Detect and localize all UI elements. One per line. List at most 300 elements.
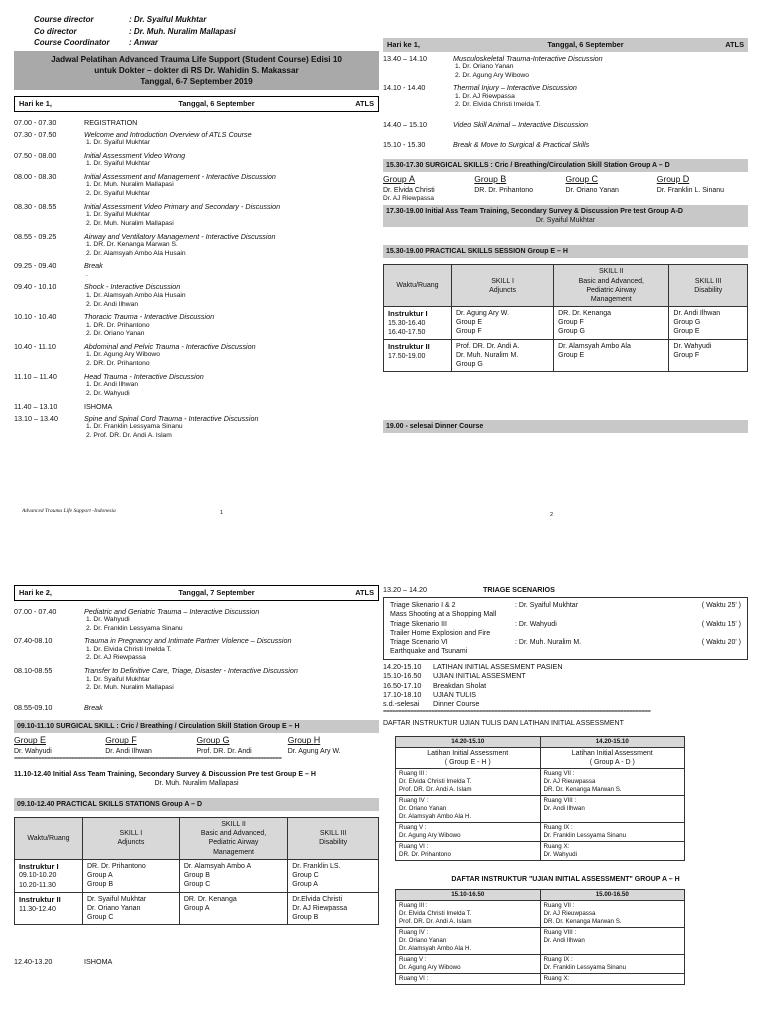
day-header: [14, 96, 379, 112]
table-cell: [396, 900, 541, 927]
group-letter: F: [131, 735, 137, 746]
table-cell: [669, 339, 748, 371]
cell-line: 09.10-10.20: [19, 872, 57, 880]
header-line: Course director : Dr. Syaiful Mukhtar: [34, 15, 207, 24]
skills-table: [14, 817, 379, 925]
entry-instructor: 1. Dr. Alamsyah Ambo Ala Husain: [86, 291, 186, 299]
entry-title: Dinner Course: [433, 699, 480, 709]
team-training-instructor: Dr. Muh. Nuralim Mallapasi: [154, 780, 239, 788]
day-course: ATLS: [355, 588, 374, 597]
triage-instructor: : Dr. Muh. Nuralim M.: [515, 638, 582, 646]
table-header-row: [396, 889, 685, 900]
schedule-entry: [14, 172, 379, 199]
cell-line: Group F: [456, 328, 482, 336]
entry-title: Initial Assessment and Management - Interactive Discussion: [84, 172, 276, 182]
banner-line: Tanggal, 6-7 September 2019: [140, 76, 253, 86]
table-cell: [384, 306, 452, 339]
triage-scenario: Triage Skenario I & 2: [390, 602, 456, 610]
cell-line: Ruang VI :: [399, 843, 429, 851]
cell-line: Dr. AJ Rieuwpassa: [543, 909, 596, 917]
cell-line: Dr. Alamsyah Ambo Ala H.: [399, 944, 472, 952]
cell-line: DR. Dr. Kenanga Marwan S.: [543, 917, 622, 925]
table-row: [384, 306, 748, 339]
group-list: [383, 174, 748, 195]
cell-line: 11.30-12.40: [19, 905, 56, 913]
cell-line: Dr. Alamsyah Ambo A: [183, 862, 252, 870]
group-instructor: Prof. DR. Dr. Andi: [196, 748, 252, 756]
schedule-entry: [14, 607, 379, 634]
group-instructor: Dr. Franklin L. Sinanu: [656, 186, 725, 194]
triage-row: [390, 620, 741, 629]
triage-box: [383, 597, 748, 660]
column-header: 15.00-16.50: [540, 889, 685, 900]
entry-detail: [84, 232, 379, 259]
entry-time: 11.40 – 13.10: [14, 401, 58, 411]
group-word: Group: [287, 735, 314, 746]
table-cell: [15, 859, 83, 892]
cell-line: Dr. Wahyudi: [543, 851, 577, 859]
cell-line: Group E: [673, 328, 700, 336]
entry-detail: [453, 120, 748, 129]
group-label: [105, 735, 196, 747]
cell-line: Ruang III :: [399, 769, 428, 777]
page-number: 1: [220, 510, 224, 516]
group-word: Group: [383, 173, 409, 184]
table-cell: [669, 306, 748, 339]
entry-instructor: 1. Dr. Syaiful Mukhtar: [86, 160, 150, 168]
triage-header: [383, 585, 748, 594]
cell-line: Dr. Agung Ary Wibowo: [399, 964, 461, 972]
page-1: [14, 14, 379, 444]
cell-line: Group F: [558, 318, 584, 326]
header-label: Course Coordinator: [34, 38, 110, 48]
group-labels: [383, 174, 748, 186]
cell-line: 16.40-17.50: [388, 328, 426, 336]
cell-line: 15.30-16.40: [388, 319, 426, 327]
table-cell: [396, 955, 541, 974]
table-header-row: [15, 818, 379, 859]
entry-title: TRIAGE SCENARIOS: [483, 585, 555, 594]
schedule-entry: [14, 151, 379, 169]
cell-line: Dr.Elvida Christi: [292, 895, 343, 903]
entry-instructor: 1. Dr. Andi Ilhwan: [86, 381, 139, 389]
day-date: Tanggal, 6 September: [178, 98, 255, 108]
group-label: [197, 735, 288, 747]
entry-instructor: 2. Dr. Muh. Nuralim Mallapasi: [86, 219, 174, 227]
column-header: SKILL I Adjuncts: [83, 818, 180, 859]
table-cell: [384, 339, 452, 371]
entry-title: REGISTRATION: [84, 117, 138, 127]
triage-duration: ( Waktu 20' ): [701, 638, 741, 646]
cell-line: Ruang VIII :: [543, 797, 577, 805]
table-cell: [540, 974, 685, 985]
group-word: Group: [656, 173, 683, 184]
entry-detail: [453, 83, 748, 110]
column-header: SKILL II Basic and Advanced, Pediatric Airway Management: [554, 265, 669, 306]
entry-time: 14.40 – 15.10: [383, 120, 427, 130]
table-cell: [288, 892, 379, 924]
entry-title: Break & Move to Surgical & Practical Skills: [453, 139, 590, 149]
day-course: ATLS: [355, 98, 374, 108]
table-row: [396, 955, 685, 974]
entry-title: Head Trauma - Interactive Discussion: [84, 371, 204, 381]
cell-line: Dr. AJ Rieuwpassa: [543, 777, 596, 785]
entry-time: 07.50 - 08.00: [14, 151, 57, 161]
cell-line: Group B: [183, 871, 210, 879]
table-cell: [396, 842, 541, 861]
table-row: [396, 900, 685, 927]
cell-line: 10.20-11.30: [19, 881, 56, 889]
instructor-table-2: [395, 889, 685, 986]
group-instructor: Dr. Oriano Yanan: [565, 186, 619, 194]
group-instructors: [14, 747, 379, 756]
cell-line: Ruang IX :: [543, 956, 573, 964]
entry-detail: [84, 402, 379, 411]
entry-title: Pediatric and Geriatric Trauma – Interactive Discussion: [84, 606, 260, 616]
cell-line: Group E: [558, 351, 585, 359]
triage-instructor: : Dr. Wahyudi: [515, 620, 557, 628]
cell-line: Instruktur II: [388, 341, 430, 351]
day-course: ATLS: [725, 40, 744, 49]
entry-time: 13.40 – 14.10: [383, 53, 427, 63]
entry-instructor: 1. Dr. Syaiful Mukhtar: [86, 139, 150, 147]
table-cell: [540, 842, 685, 861]
entry-instructor: 2. Dr. Agung Ary Wibowo: [455, 71, 529, 79]
table-cell: [396, 768, 541, 795]
schedule-entry: [14, 703, 379, 712]
table-cell: [554, 306, 669, 339]
table-cell: [396, 974, 541, 985]
entry-instructor: 1. Dr. Syaiful Mukhtar: [86, 211, 150, 219]
entry-title: Transfer to Definitive Care, Triage, Disaster - Interactive Discussion: [84, 666, 298, 676]
schedule-entry: [383, 140, 748, 149]
table-cell: [540, 927, 685, 954]
entry-time: 07.00 - 07.40: [14, 606, 57, 616]
cell-line: Ruang VIII :: [543, 928, 577, 936]
cell-line: Dr. Andi Ilhwan: [543, 936, 585, 944]
cell-line: Group G: [456, 361, 483, 369]
schedule-entry: [14, 118, 379, 127]
group-letter: C: [591, 173, 598, 184]
entry-detail: [84, 312, 379, 339]
entry-title: ISHOMA: [84, 956, 113, 966]
entry-time: 08.55-09.10: [14, 702, 53, 712]
cell-line: Group F: [673, 351, 700, 359]
schedule-entry: [14, 957, 379, 966]
entry-title: Break: [84, 702, 103, 712]
group-label: [657, 174, 748, 186]
table-cell: [540, 823, 685, 842]
entry-time: 09.40 - 10.10: [14, 282, 57, 292]
cell-line: Ruang IX :: [543, 824, 573, 832]
entry-instructor: 2. Prof. DR. Dr. Andi A. Islam: [86, 431, 172, 439]
entry-title: Thoracic Trauma - Interactive Discussion: [84, 312, 215, 322]
table-cell: [540, 955, 685, 974]
table-cell: [396, 927, 541, 954]
triage-row: [390, 601, 741, 610]
cell-line: Ruang IV :: [399, 928, 429, 936]
schedule-entry: [14, 261, 379, 279]
table-cell: [179, 892, 287, 924]
table-cell: [396, 823, 541, 842]
schedule-entry: [383, 54, 748, 81]
entry-instructor: 1. Dr. Agung Ary Wibowo: [86, 351, 160, 359]
schedule-entry: [14, 636, 379, 663]
entry-detail: [84, 666, 379, 693]
cell-line: Group A: [292, 880, 318, 888]
cell-line: Dr. Franklin LS.: [292, 862, 341, 870]
schedule-list: [14, 118, 379, 441]
group-word: Group: [565, 173, 592, 184]
column-header: 15.10-16.50: [396, 889, 541, 900]
triage-row: [390, 638, 741, 647]
schedule-entry: [14, 666, 379, 693]
page-2: [383, 38, 748, 435]
entry-detail: [84, 703, 379, 712]
instructor-list-title: DAFTAR INSTRUKTUR UJIAN TULIS DAN LATIHAN INITIAL ASSESSMENT: [383, 719, 624, 727]
cell-line: Dr. Franklin Lessyama Sinanu: [543, 964, 627, 972]
entry-instructor: 1. Dr. Elvida Christi Imelda T.: [86, 645, 172, 653]
group-letter: B: [500, 173, 507, 184]
page-4: [383, 585, 748, 985]
cell-line: Group G: [558, 328, 585, 336]
cell-line: Ruang X:: [543, 975, 570, 983]
schedule-entry: [383, 83, 748, 110]
entry-time: 16.50-17.10: [383, 680, 422, 690]
entry-detail: [84, 118, 379, 127]
entry-time: 14.10 - 14.40: [383, 83, 426, 93]
cell-line: DR. Dr. Kenanga: [183, 895, 237, 903]
dinner-bar: 19.00 - selesai Dinner Course: [383, 420, 748, 433]
table-row: [396, 796, 685, 823]
triage-instructor: : Dr. Syaiful Mukhtar: [515, 602, 579, 610]
table-cell: [15, 892, 83, 924]
table-cell: [288, 859, 379, 892]
table-cell: [396, 796, 541, 823]
cell-line: Group A: [183, 904, 210, 912]
cell-line: Dr. Syaiful Mukhtar: [87, 895, 147, 903]
cell-line: DR. Dr. Prihantono: [399, 851, 451, 859]
schedule-list: [383, 662, 748, 709]
cell-line: Group C: [292, 871, 319, 879]
cell-line: Dr. Elvida Christi Imelda T.: [399, 909, 472, 917]
cell-line: Instruktur II: [19, 894, 61, 904]
cell-line: Dr. Alamsyah Ambo Ala: [558, 342, 631, 350]
entry-title: Spine and Spinal Cord Trauma - Interactive Discussion: [84, 413, 259, 423]
group-list: [14, 735, 379, 756]
cell-line: Dr. AJ Riewpassa: [292, 904, 348, 912]
entry-title: ISHOMA: [84, 401, 113, 411]
entry-title: Initial Assessment Video Wrong: [84, 151, 186, 161]
entry-instructor: 1. Dr. AJ Riewpassa: [455, 92, 515, 100]
entry-time: 14.20-15.10: [383, 661, 422, 671]
entry-time: 13.20 – 14.20: [383, 585, 427, 594]
entry-instructor: 1. DR. Dr. Kenanga Marwan S.: [86, 240, 178, 248]
triage-duration: ( Waktu 15' ): [701, 620, 741, 628]
exam-list-title: DAFTAR INSTRUKTUR "UJIAN INITIAL ASSESSMENT" GROUP A – H: [451, 876, 680, 884]
group-label: [566, 174, 657, 186]
group-instructor: Dr. Wahyudi: [14, 748, 52, 756]
entry-instructor: 2. Dr. Franklin Lessyama Sinanu: [86, 624, 183, 632]
table-subheader-row: [396, 747, 685, 768]
table-cell: [83, 859, 180, 892]
team-training-title: 11.10-12.40 Initial Ass Team Training, Secondary Survey & Discussion Pre test Group E – H: [14, 770, 316, 778]
column-header: SKILL I Adjuncts: [452, 265, 554, 306]
table-cell: [179, 859, 287, 892]
cell-line: Group B: [292, 913, 319, 921]
column-header: Waktu/Ruang: [384, 265, 452, 306]
entry-instructor: 2. Dr. Oriano Yanan: [86, 330, 145, 338]
schedule-entry: [14, 372, 379, 399]
cell-line: DR. Dr. Kenanga Marwan S.: [543, 785, 622, 793]
entry-detail: [453, 140, 748, 149]
table-cell: [452, 306, 554, 339]
group-label: [474, 174, 565, 186]
header-label: Co director: [34, 26, 77, 36]
table-cell: [554, 339, 669, 371]
cell-line: Dr. Elvida Christi Imelda T.: [399, 777, 472, 785]
group-instructor: Dr. Agung Ary W.: [287, 748, 341, 756]
entry-title: Abdominal and Pelvic Trauma - Interactive Discussion: [84, 341, 256, 351]
cell-line: Ruang III :: [399, 901, 428, 909]
column-header: SKILL III Disability: [669, 265, 748, 306]
entry-detail: [84, 202, 379, 229]
cell-line: Dr. Muh. Nuralim M.: [456, 351, 519, 359]
course-header: [14, 14, 379, 49]
schedule-entry: [14, 282, 379, 309]
entry-title: UJIAN INITIAL ASSESMENT: [433, 671, 526, 681]
schedule-list: [383, 54, 748, 149]
schedule-entry: [383, 690, 748, 699]
separator: =========================================================================================: [383, 708, 651, 715]
table-cell: [540, 768, 685, 795]
table-row: [396, 768, 685, 795]
header-label: Course director: [34, 15, 94, 24]
schedule-entry: [14, 130, 379, 148]
separator: =========================================================================================: [14, 756, 282, 763]
cell-line: DR. Dr. Prihantono: [87, 862, 146, 870]
entry-time: 12.40-13.20: [14, 956, 53, 966]
cell-line: Dr. Andi Ilhwan: [543, 805, 585, 813]
table-row: [15, 859, 379, 892]
entry-time: 08.30 - 08.55: [14, 201, 57, 211]
schedule-entry: [14, 312, 379, 339]
schedule-entry: [383, 671, 748, 680]
cell-line: Dr. Agung Ary W.: [456, 309, 509, 317]
cell-line: Dr. Agung Ary Wibowo: [399, 832, 461, 840]
table-cell: [83, 892, 180, 924]
schedule-entry: [14, 342, 379, 369]
entry-detail: [84, 372, 379, 399]
page-3: [14, 585, 379, 969]
triage-scenario: Triage Skenario III: [390, 620, 447, 628]
cell-line: Dr. Andi Ilhwan: [673, 309, 721, 317]
entry-detail: [84, 607, 379, 634]
entry-instructor: 2. DR. Dr. Prihantono: [86, 360, 150, 368]
schedule-entry: [14, 202, 379, 229]
entry-detail: [84, 151, 379, 169]
cell-line: Ruang IV :: [399, 797, 429, 805]
entry-detail: [84, 282, 379, 309]
entry-time: 10.10 - 10.40: [14, 312, 57, 322]
entry-title: Musculoskeletal Trauma-Interactive Discussion: [453, 53, 603, 63]
cell-line: 17.50-19.00: [388, 352, 426, 360]
entry-detail: [84, 130, 379, 148]
column-header: SKILL II Basic and Advanced, Pediatric Airway Management: [179, 818, 287, 859]
schedule-entry: [383, 120, 748, 129]
entry-detail: [84, 342, 379, 369]
column-header: Waktu/Ruang: [15, 818, 83, 859]
header-line: Co director : Dr. Muh. Nuralim Mallapasi: [34, 26, 236, 36]
group-letter: G: [222, 735, 230, 746]
column-header: SKILL III Disability: [288, 818, 379, 859]
cell-line: Ruang VII :: [543, 769, 575, 777]
entry-instructor: .: [86, 270, 88, 278]
schedule-entry: [383, 699, 748, 708]
schedule-entry: [383, 681, 748, 690]
entry-time: 11.10 – 11.40: [14, 371, 57, 381]
group-letter: E: [40, 735, 47, 746]
banner-line: Jadwal Pelatihan Advanced Trauma Life Support (Student Course) Edisi 10: [51, 54, 342, 64]
cell-line: Dr. Franklin Lessyama Sinanu: [543, 832, 627, 840]
schedule-entry: [383, 662, 748, 671]
cell-line: Group C: [183, 880, 211, 888]
entry-title: Shock - Interactive Discussion: [84, 282, 181, 292]
cell-line: Dr. Oriano Yanan: [87, 904, 141, 912]
table-row: [396, 974, 685, 985]
table-cell: [540, 796, 685, 823]
column-subheader: Latihan Initial Assessment ( Group E - H ): [396, 747, 541, 768]
extra-instructor: Dr. AJ Riewpassa: [383, 194, 434, 202]
entry-detail: [84, 261, 379, 279]
instructor-table-1: [395, 736, 685, 862]
entry-detail: [84, 636, 379, 663]
cell-line: Instruktur I: [388, 308, 428, 318]
entry-title: Video Skill Animal – Interactive Discussion: [453, 120, 589, 130]
entry-title: UJIAN TULIS: [433, 690, 477, 699]
entry-title: Breakdan Sholat: [433, 680, 487, 690]
schedule-entry: [14, 414, 379, 441]
cell-line: Ruang VII :: [543, 901, 575, 909]
practical-skills-bar: 15.30-19.00 PRACTICAL SKILLS SESSION Group E – H: [383, 245, 748, 258]
entry-instructor: 1. Dr. Oriano Yanan: [455, 62, 514, 70]
entry-instructor: 2. Dr. AJ Riewpassa: [86, 654, 146, 662]
group-label: [288, 735, 379, 747]
triage-scenario: Triage Scenario VI: [390, 638, 448, 646]
group-letter: D: [682, 173, 690, 184]
schedule-banner: [14, 51, 379, 90]
triage-description: Trailer Home Explosion and Fire: [390, 629, 491, 637]
cell-line: Prof. DR. Dr. Andi A.: [456, 342, 520, 350]
group-letter: H: [313, 735, 321, 746]
entry-time: 07.00 - 07.30: [14, 117, 57, 127]
entry-title: Initial Assessment Video Primary and Secondary - Discussion: [84, 201, 281, 211]
entry-instructor: 2. Dr. Wahyudi: [86, 389, 130, 397]
entry-title: Break: [84, 261, 103, 271]
entry-time: 07.40-08.10: [14, 636, 53, 646]
entry-title: Trauma in Pregnancy and Intimate Partner Violence – Discussion: [84, 636, 292, 646]
entry-instructor: 1. Dr. Syaiful Mukhtar: [86, 675, 150, 683]
entry-title: LATIHAN INITIAL ASSESMENT PASIEN: [433, 661, 563, 671]
entry-title: Welcome and Introduction Overview of ATLS Course: [84, 129, 252, 139]
entry-time: 08.00 - 08.30: [14, 172, 57, 182]
cell-line: Instruktur I: [19, 861, 59, 871]
entry-instructor: 2. Dr. Syaiful Mukhtar: [86, 190, 150, 198]
day-label: Hari ke 2,: [19, 588, 52, 597]
team-training-instructor: Dr. Syaiful Mukhtar: [535, 217, 596, 225]
day-label: Hari ke 1,: [387, 40, 420, 49]
entry-detail: [453, 54, 748, 81]
